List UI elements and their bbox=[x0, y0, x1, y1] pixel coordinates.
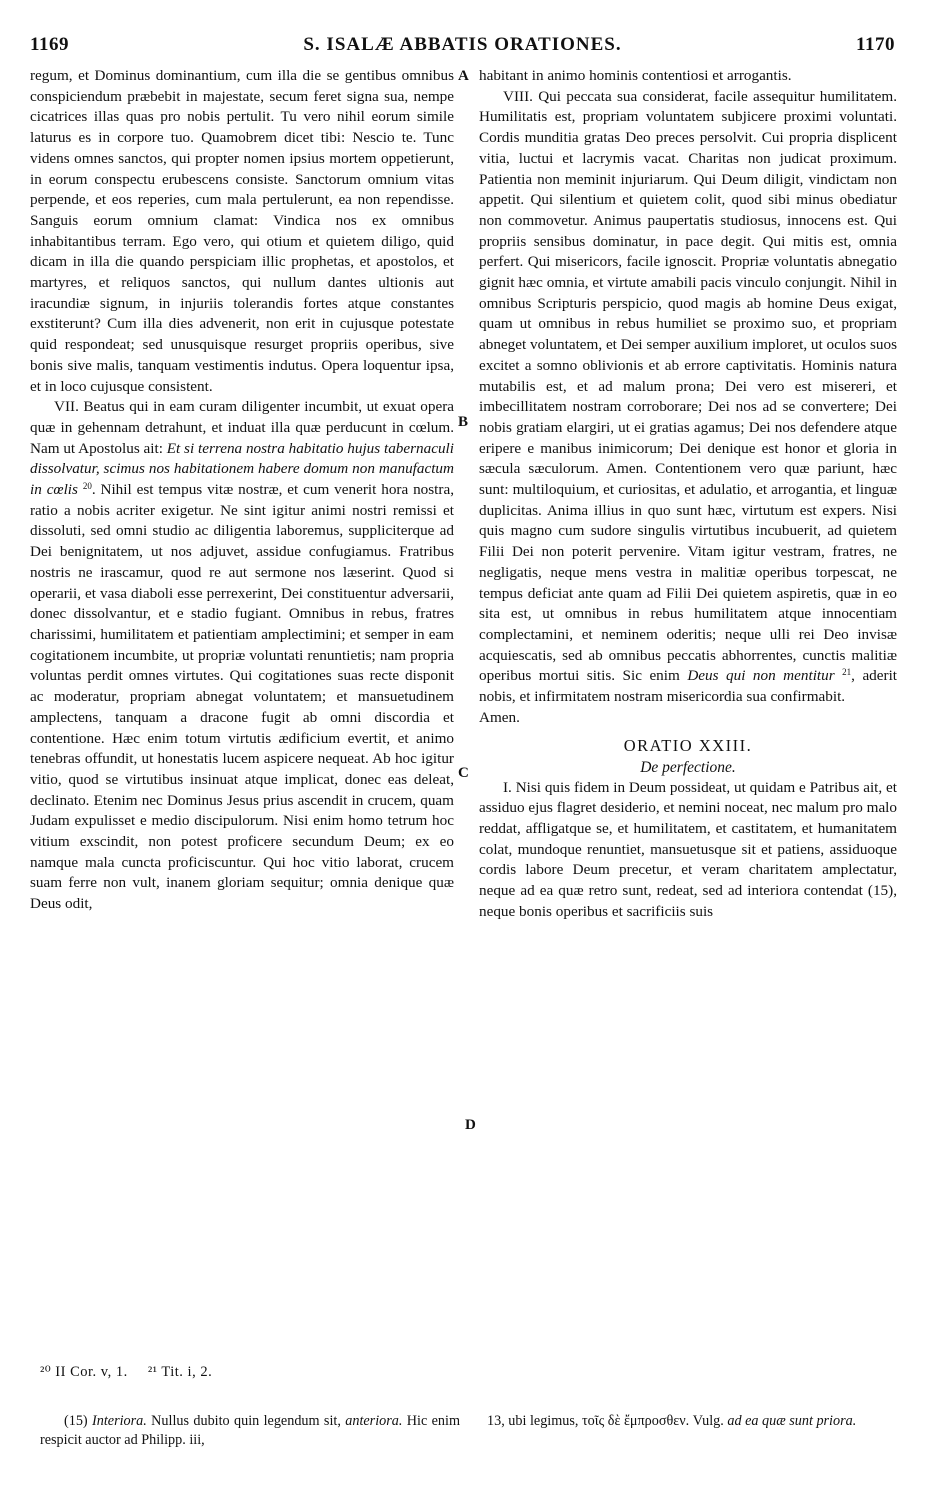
editorial-note-left bbox=[40, 1412, 460, 1450]
note-15-body-2: Hic enim respicit auctor ad Philipp. iii, bbox=[40, 1413, 461, 1448]
margin-marker-a: A bbox=[458, 68, 469, 84]
paragraph-continuation-right: habitant in animo hominis contentiosi et arrogantis. bbox=[479, 67, 792, 84]
left-column bbox=[30, 66, 454, 915]
margin-marker-c: C bbox=[458, 765, 469, 781]
note-15-greek: 13, ubi legimus, τοῖς δὲ ἔμπροσθεν. Vulg. bbox=[487, 1413, 728, 1429]
paragraph-viii bbox=[479, 87, 897, 708]
footnote-21: ²¹ Tit. i, 2. bbox=[147, 1364, 213, 1380]
section-subtitle: De perfectione. bbox=[640, 758, 736, 776]
note-15-number: (15) bbox=[64, 1413, 93, 1429]
footnote-ref-21: 21 bbox=[842, 667, 852, 678]
paragraph-vii-text-a: VII. Beatus qui in eam curam diligenter incumbit, ut exuat opera quæ in gehennam detrahunt, et induat illa quæ perducunt in cœlum. Nam ut Apostolus ait: bbox=[30, 398, 454, 457]
scripture-quote: Et si terrena nostra habitatio hujus tabernaculi dissolvatur, scimus nos habitationem habere domum non manufactum in cœlis bbox=[30, 439, 454, 499]
footnote-20: ²⁰ II Cor. v, 1. bbox=[40, 1364, 128, 1380]
note-15-lemma: Interiora. bbox=[92, 1413, 147, 1429]
paragraph-viii-end: , aderit nobis, et infirmitatem nostram misericordia sua confirmabit. bbox=[479, 667, 898, 706]
margin-marker-b: B bbox=[458, 414, 469, 430]
right-column bbox=[479, 66, 897, 922]
scripture-quote-2: Deus qui non mentitur bbox=[687, 667, 835, 685]
editorial-note-right bbox=[487, 1412, 897, 1431]
note-15-text bbox=[40, 1412, 460, 1450]
note-15-vulgate: ad ea quæ sunt priora. bbox=[727, 1413, 857, 1429]
page-number-left: 1169 bbox=[30, 34, 69, 55]
footnotes bbox=[40, 1364, 228, 1381]
paragraph-vii-text-b: . Nihil est tempus vitæ nostræ, et cum venerit hora nostra, ratio a nobis acriter exigetur. Ne sint igitur animi nostri remissi et dissoluti, sed omni studio ac diligentia laboremus, suppliciterque ad Dei benignitatem, ut nos adjuvet, assidue confugiamus. Fratribus nostris ne irascamur, quod re aut sermone nos læserint. Quod si operarii, et vasa diaboli esse perrexerint, Dei constituentur adversarii, donec dissolvantur, et e stadio fugiant. Omnibus in rebus, fratres charissimi, humilitatem et patientiam amplectimini; et semper in eam cogitationem incumbite, ut propriæ voluntati renuntietis; nam propria voluntas perdit omnes virtutes. Qui cogitationes suas recte disponit ac moderatur, propriam abnegat voluntatem; et mansuetudinem amplectens, tanquam a dracone fugit ab omni discordia et contentione. Hæc enim totum virtutis ædificium evertit, et animo tenebras offundit, ut honestatis lucem aspicere nequeat. Ab hoc igitur vitio, quod se virtutibus insinuat atque implicat, donec eas deleat, declinato. Etenim nec Dominus Jesus prius ascendit in crucem, quam Judam expulisset e medio discipulorum. Nisi enim homo tetrum hoc vitium exscindit, non potest proficere secundum Deum; ex eo namque mala cuncta proficiscuntur. Qui hoc vitio laborat, crucem suam ferre non vult, inanem gloriam sequitur; omnia denique quæ Deus odit, bbox=[30, 481, 454, 913]
margin-marker-d: D bbox=[465, 1117, 476, 1133]
section-title: ORATIO XXIII. bbox=[623, 735, 753, 755]
page-header bbox=[30, 34, 895, 60]
paragraph-continuation: regum, et Dominus dominantium, cum illa die se gentibus omnibus conspiciendum præbebit in majestate, secum feret signa sua, nempe cicatrices illas quas pro nobis pertulit. Tu vero nihil eorum simile laturus es in corpore tuo. Quamobrem dicet tibi: Nescio te. Tunc videns omnes sanctos, qui propter nomen ipsius mortem oppetierunt, in eorum conspectu erubescens consiste. Sanctorum omnium vitas perpende, et eos reperies, cum mala pertulerunt, ea non rependisse. Sanguis eorum omnium clamat: Vindica nos ex omnibus inhabitantibus terram. Ego vero, qui otium et quietem diligo, quid dicam in illa die quando perspiciam illic prophetas, et apostolos, et martyres, et reliquos sanctos, qui nullum dantes ultionis aut iracundiæ signum, in injuriis tolerandis fortes atque constantes exstiterunt? Cum illa dies advenerit, non erit in cujusque potestate quid respondeat; sed unusquisque resurget propriis operibus, sive bonis sive malis, tanquam vestimentis indutus. Opera loquentur ipsa, et in loco cujusque consistent. bbox=[30, 67, 454, 395]
note-15-correction: anteriora. bbox=[345, 1413, 403, 1429]
footnote-ref-20: 20 bbox=[82, 481, 92, 492]
note-15-continuation bbox=[487, 1412, 897, 1431]
note-15-body: Nullus dubito quin legendum sit, bbox=[146, 1413, 346, 1429]
amen-line: Amen. bbox=[479, 708, 520, 726]
paragraph-vii bbox=[30, 397, 454, 915]
paragraph-viii-text: VIII. Qui peccata sua considerat, facile assequitur humilitatem. Humilitatis est, propriam voluntatem subjicere proximi voluntati. Cordis munditia gratas Deo preces persolvit. Cui propria displicent vitia, luctui et lacrymis vacat. Charitas non judicat proximum. Patientia non meminit injuriarum. Qui Deum diligit, vindictam non appetit. Qui silentium et quietem colit, quod sibi minus obediatur non commovetur. Animus paupertatis studiosus, innocens est. Qui propriis sensibus dominatur, in pace degit. Qui mitis est, omnia perfert. Qui misericors, facile ignoscit. Propriæ voluntatis abnegatio gignit hæc omnia, et virtute amabili pacis vinculo conjungit. Nihil in omnibus Scripturis perspicio, quod magis ab homine Deus exigat, quam ut omnibus in rebus humiliet se proximo suo, et propriam abneget voluntatem, et Dei semper auxilium imploret, ut oculos suos excitet a somno oblivionis et ab errore captivitatis. Hominis natura mutabilis est, et ad malum prona; Dei vero est misereri, et imbecillitatem nostram corroborare; Dei nos ad se convertere; Dei nobis gratiam elargiri, ut ei gratias agamus; Dei nos defendere atque eripere e manibus inimicorum; Dei denique est honor et gloria in sæcula sæculorum. Amen. Contentionem vero quæ pariunt, hæc sunt: multiloquium, et curiositas, et adulatio, et arrogantia, et linguæ duplicitas. Anima illius in quo sunt hæc, virtutum est expers. Nisi quis magno cum sudore singulis virtutibus incubuerit, ad quietem Filii Dei non poterit pervenire. Vitam igitur vestram, fratres, ne negligatis, neque mens vestra in malitiæ operibus torpescat, ne tempus deficiat ante quam ad Filii Dei quietem aspiretis, quæ in eo sita est, ut omnibus in rebus humilitatem atque innocentiam complectamini, et neminem oderitis; neque ulli rei Deo invisæ acquiescatis, sed ab omnibus peccatis abhorrentes, cunctis malitiæ operibus mortui sitis. Sic enim bbox=[479, 87, 897, 685]
paragraph-i: I. Nisi quis fidem in Deum possideat, ut quidam e Patribus ait, et assiduo ejus flagret desiderio, et nemini noceat, nec malum pro malo reddat, affligatque se, et humilitatem, et castitatem, et humanitatem colat, mundoque renuntiet, mansuetusque sit et patiens, assiduoque cordis labore Deum precetur, et veram charitatem amplectatur, neque ad ea quæ retro sunt, redeat, sed ad interiora contendat (15), neque bonis operibus et sacrificiis suis bbox=[479, 778, 897, 920]
page-number-right: 1170 bbox=[856, 34, 895, 55]
running-title: S. ISALÆ ABBATIS ORATIONES. bbox=[303, 34, 622, 55]
